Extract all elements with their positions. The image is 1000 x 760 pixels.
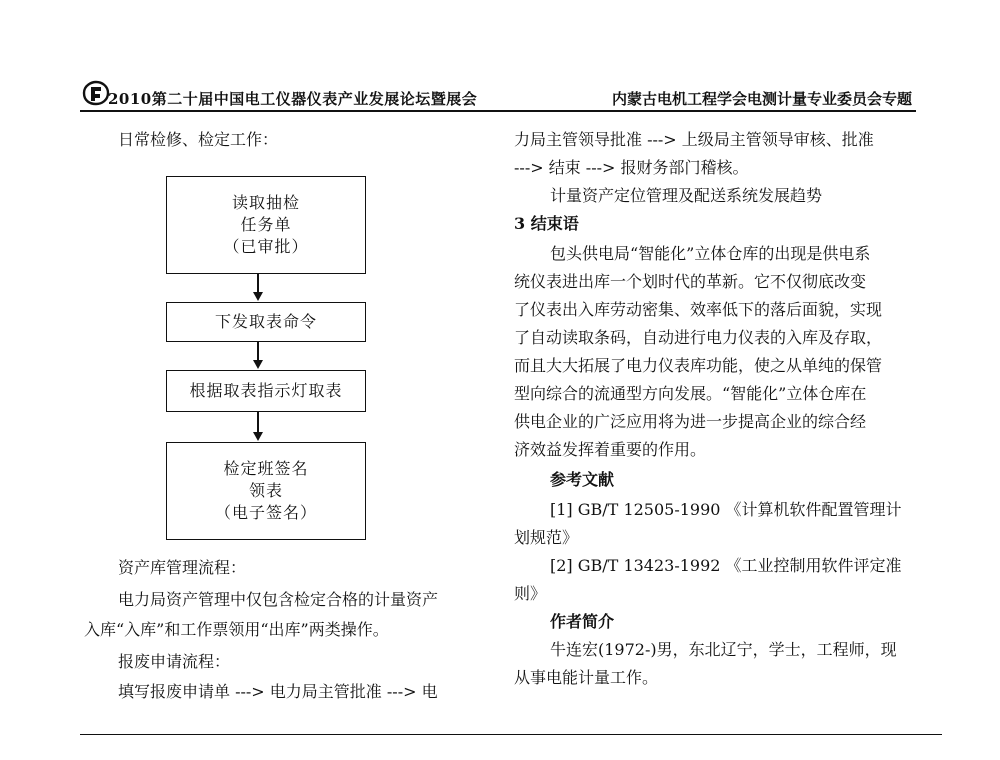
body-text-line: 入库“入库”和工作票领用“出库”两类操作。 <box>84 620 389 639</box>
header-left-title: 2010第二十届中国电工仪器仪表产业发展论坛暨展会 <box>108 90 478 108</box>
body-text-line: 济效益发挥着重要的作用。 <box>514 440 707 459</box>
reference-item-continued: 则》 <box>514 584 547 603</box>
flow-box-issue-command <box>166 302 366 342</box>
flow-box-line: 任务单 <box>240 215 292 234</box>
asset-flow-heading: 资产库管理流程： <box>118 558 247 577</box>
body-text-line: 了仪表出入库劳动密集、效率低下的落后面貌，实现 <box>514 300 883 319</box>
flow-box-line: 领表 <box>248 481 283 500</box>
flow-box-line: 检定班签名 <box>223 459 309 478</box>
daily-maintenance-heading: 日常检修、检定工作： <box>118 130 279 149</box>
body-text-line: 了自动读取条码，自动进行电力仪表的入库及存取， <box>514 328 883 347</box>
body-text-line: 包头供电局“智能化”立体仓库的出现是供电系 <box>550 244 871 263</box>
body-text-line: 计量资产定位管理及配送系统发展趋势 <box>550 186 823 205</box>
scrap-flow-heading: 报废申请流程： <box>118 652 231 671</box>
author-bio-line: 牛连宏(1972-)男，东北辽宁，学士，工程师，现 <box>550 640 897 659</box>
flow-box-line: （已审批） <box>223 237 309 256</box>
author-heading: 作者简介 <box>550 612 615 631</box>
section-heading-conclusion: 3 结束语 <box>514 214 579 233</box>
flow-arrow <box>257 412 259 434</box>
references-heading: 参考文献 <box>550 470 615 489</box>
body-text-line: 而且大大拓展了电力仪表库功能，使之从单纯的保管 <box>514 356 883 375</box>
flow-box-line: （电子签名） <box>214 503 317 522</box>
flow-box-line: 读取抽检 <box>231 193 300 212</box>
body-text-line: 型向综合的流通型方向发展。“智能化”立体仓库在 <box>514 384 867 403</box>
flow-box-take-meter <box>166 370 366 412</box>
body-text-line: 力局主管领导批准 ---> 上级局主管领导审核、批准 <box>514 130 874 149</box>
arrow-down-icon <box>253 292 263 301</box>
body-text-line: 统仪表进出库一个划时代的革新。它不仅彻底改变 <box>514 272 867 291</box>
body-text-line: ---> 结束 ---> 报财务部门稽核。 <box>514 158 749 177</box>
body-text-line: 电力局资产管理中仅包含检定合格的计量资产 <box>118 590 439 609</box>
flow-box-sign-receive <box>166 442 366 540</box>
arrow-down-icon <box>253 432 263 441</box>
header-right-title: 内蒙古电机工程学会电测计量专业委员会专题 <box>612 90 913 108</box>
arrow-down-icon <box>253 360 263 369</box>
body-text-line: 填写报废申请单 ---> 电力局主管批准 ---> 电 <box>118 682 438 701</box>
flow-arrow <box>257 342 259 362</box>
author-bio-line: 从事电能计量工作。 <box>514 668 659 687</box>
reference-item-continued: 划规范》 <box>514 528 579 547</box>
reference-item: [1] GB/T 12505-1990 《计算机软件配置管理计 <box>550 500 902 519</box>
footer-rule <box>80 734 942 735</box>
body-text-line: 供电企业的广泛应用将为进一步提高企业的综合经 <box>514 412 867 431</box>
flow-arrow <box>257 274 259 294</box>
reference-item: [2] GB/T 13423-1992 《工业控制用软件评定准 <box>550 556 902 575</box>
flow-box-line: 根据取表指示灯取表 <box>189 381 343 400</box>
flow-box-line: 下发取表命令 <box>214 312 317 331</box>
header-rule <box>80 110 916 112</box>
flow-box-read-task <box>166 176 366 274</box>
